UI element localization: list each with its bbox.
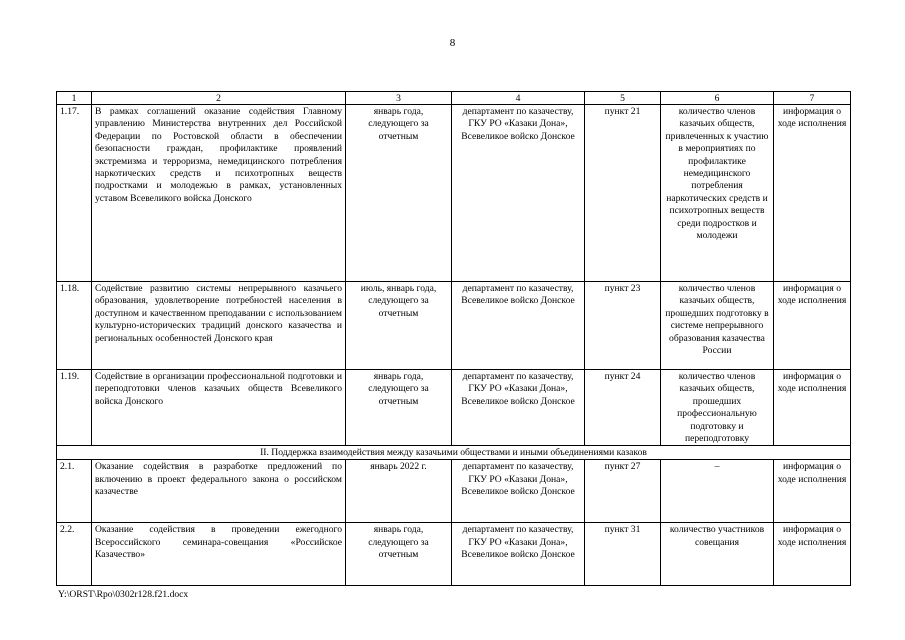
item-number: 1.18. xyxy=(57,282,92,370)
column-number: 3 xyxy=(346,92,452,105)
column-number: 2 xyxy=(92,92,346,105)
result-text: информация о ходе исполнения xyxy=(774,523,851,586)
column-number: 1 xyxy=(57,92,92,105)
document-file-path: Y:\ORST\Rpo\0302r128.f21.docx xyxy=(58,589,189,600)
executor-text: департамент по казачеству, Всевеликое войско Донское xyxy=(452,282,585,370)
item-number: 2.1. xyxy=(57,460,92,523)
term-text: январь года, следующего за отчетным xyxy=(346,370,452,446)
executor-text: департамент по казачеству, ГКУ РО «Казаки Дона», Всевеликое войско Донское xyxy=(452,370,585,446)
item-number: 1.17. xyxy=(57,105,92,282)
indicator-text: количество участников совещания xyxy=(661,523,774,586)
column-number: 6 xyxy=(661,92,774,105)
result-text: информация о ходе исполнения xyxy=(774,105,851,282)
activity-text: В рамках соглашений оказание содействия Главному управлению Министерства внутренних дел Российской Федерации по Ростовской области в обеспечении безопасности граждан, профилактике проявлений экстремизма и терроризма, немедицинского потребления наркотических средств и психотропных веществ подростками и молодежью в рамках, установленных уставом Всевеликого войска Донского xyxy=(92,105,346,282)
page-number: 8 xyxy=(449,37,456,49)
section-header-row xyxy=(57,446,851,460)
term-text: январь года, следующего за отчетным xyxy=(346,523,452,586)
executor-text: департамент по казачеству, ГКУ РО «Казаки Дона», Всевеликое войско Донское xyxy=(452,105,585,282)
activity-text: Оказание содействия в разработке предложений по включению в проект федерального закона о российском казачестве xyxy=(92,460,346,523)
item-number: 1.19. xyxy=(57,370,92,446)
term-text: январь года, следующего за отчетным xyxy=(346,105,452,282)
link-text: пункт 23 xyxy=(585,282,661,370)
item-number: 2.2. xyxy=(57,523,92,586)
table-row xyxy=(57,105,851,282)
result-text: информация о ходе исполнения xyxy=(774,282,851,370)
activity-text: Оказание содействия в проведении ежегодного Всероссийского семинара-совещания «Российское Казачество» xyxy=(92,523,346,586)
table-row xyxy=(57,460,851,523)
column-number-row xyxy=(57,92,851,105)
link-text: пункт 24 xyxy=(585,370,661,446)
term-text: январь 2022 г. xyxy=(346,460,452,523)
indicator-text: количество членов казачьих обществ, прошедших подготовку в системе непрерывного образования казачества России xyxy=(661,282,774,370)
executor-text: департамент по казачеству, ГКУ РО «Казаки Дона», Всевеликое войско Донское xyxy=(452,523,585,586)
section-title: II. Поддержка взаимодействия между казачьими обществами и иными объединениями казаков xyxy=(57,446,851,460)
activity-text: Содействие в организации профессиональной подготовки и переподготовки членов казачьих обществ Всевеликого войска Донского xyxy=(92,370,346,446)
column-number: 4 xyxy=(452,92,585,105)
table-row xyxy=(57,523,851,586)
link-text: пункт 21 xyxy=(585,105,661,282)
indicator-text: количество членов казачьих обществ, привлеченных к участию в мероприятиях по профилактике немедицинского потребления наркотических средств и психотропных веществ среди подростков и молодежи xyxy=(661,105,774,282)
activity-text: Содействие развитию системы непрерывного казачьего образования, удовлетворение потребностей населения в доступном и качественном преподавании с использованием культурно-исторических традиций донского казачества и региональных особенностей Донского края xyxy=(92,282,346,370)
indicator-text: – xyxy=(661,460,774,523)
table-row xyxy=(57,282,851,370)
result-text: информация о ходе исполнения xyxy=(774,370,851,446)
indicator-text: количество членов казачьих обществ, прошедших профессиональную подготовку и переподготовку xyxy=(661,370,774,446)
term-text: июль, январь года, следующего за отчетным xyxy=(346,282,452,370)
table-row xyxy=(57,370,851,446)
column-number: 7 xyxy=(774,92,851,105)
activity-plan-table xyxy=(56,91,851,586)
result-text: информация о ходе исполнения xyxy=(774,460,851,523)
link-text: пункт 27 xyxy=(585,460,661,523)
link-text: пункт 31 xyxy=(585,523,661,586)
executor-text: департамент по казачеству, ГКУ РО «Казаки Дона», Всевеликое войско Донское xyxy=(452,460,585,523)
column-number: 5 xyxy=(585,92,661,105)
